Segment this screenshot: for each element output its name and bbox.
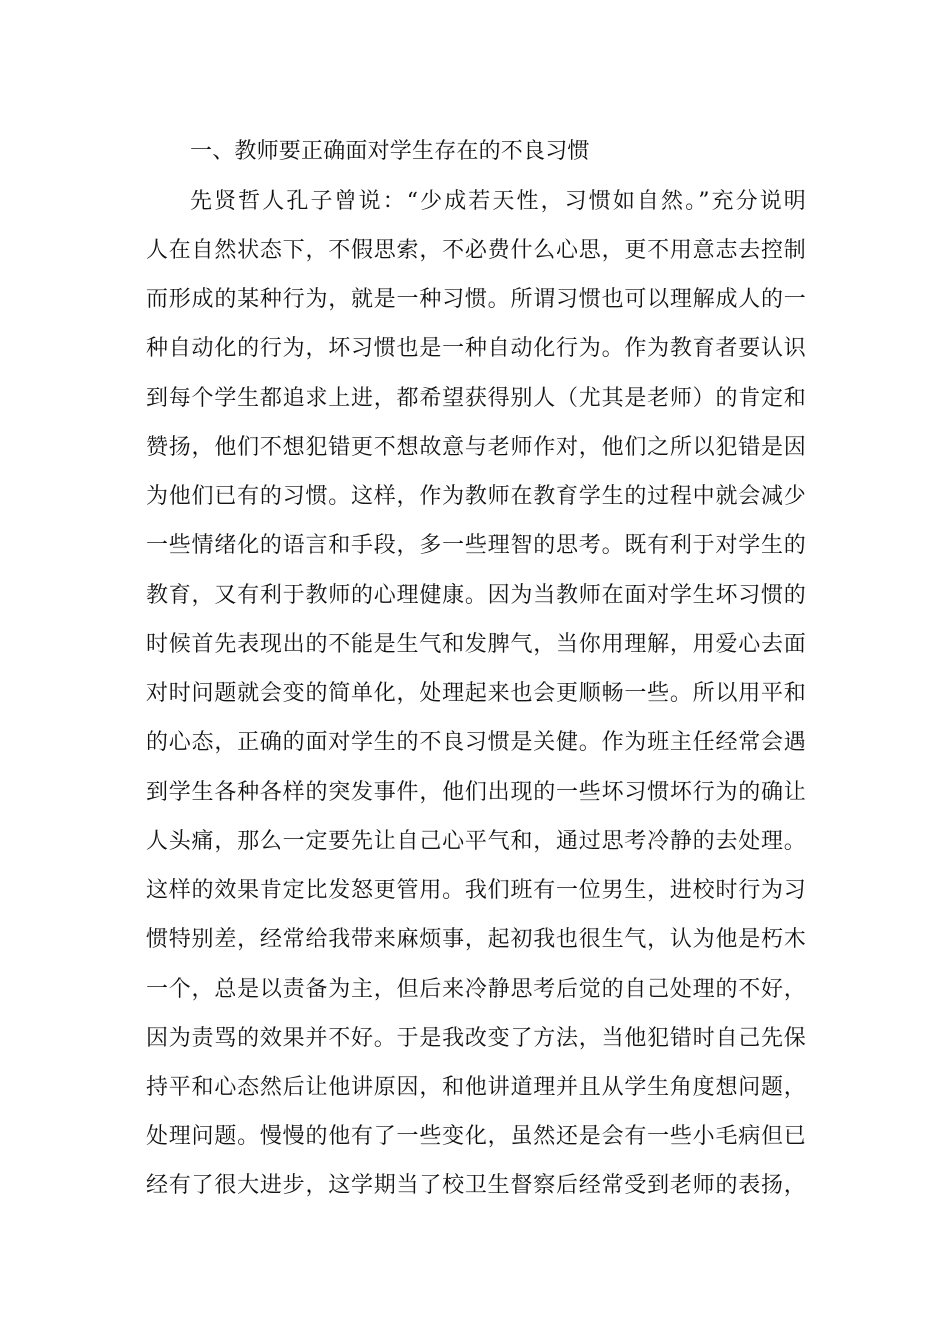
paragraph-line: 因为责骂的效果并不好。于是我改变了方法，当他犯错时自己先保	[146, 1026, 806, 1051]
paragraph-line: 一个，总是以责备为主，但后来冷静思考后觉的自己处理的不好，	[146, 977, 806, 1002]
paragraph-line: 惯特别差，经常给我带来麻烦事，起初我也很生气，认为他是朽木	[146, 927, 806, 952]
paragraph-line: 持平和心态然后让他讲原因，和他讲道理并且从学生角度想问题，	[146, 1075, 806, 1100]
section-heading: 一、教师要正确面对学生存在的不良习惯	[190, 139, 590, 164]
paragraph-line: 的心态，正确的面对学生的不良习惯是关健。作为班主任经常会遇	[146, 730, 806, 755]
paragraph-line: 时候首先表现出的不能是生气和发脾气，当你用理解，用爱心去面	[146, 632, 806, 657]
paragraph-line: 经有了很大进步，这学期当了校卫生督察后经常受到老师的表扬，	[146, 1173, 806, 1198]
paragraph-line: 先贤哲人孔子曾说：“少成若天性，习惯如自然。”充分说明	[190, 189, 806, 214]
paragraph-line: 人头痛，那么一定要先让自己心平气和，通过思考冷静的去处理。	[146, 829, 806, 854]
paragraph-line: 对时问题就会变的简单化，处理起来也会更顺畅一些。所以用平和	[146, 681, 806, 706]
paragraph-line: 一些情绪化的语言和手段，多一些理智的思考。既有利于对学生的	[146, 533, 806, 558]
paragraph-line: 种自动化的行为，坏习惯也是一种自动化行为。作为教育者要认识	[146, 336, 806, 361]
paragraph-line: 这样的效果肯定比发怒更管用。我们班有一位男生，进校时行为习	[146, 878, 806, 903]
paragraph-line: 而形成的某种行为，就是一种习惯。所谓习惯也可以理解成人的一	[146, 287, 806, 312]
paragraph-line: 人在自然状态下，不假思索，不必费什么心思，更不用意志去控制	[146, 238, 806, 263]
paragraph-line: 到学生各种各样的突发事件，他们出现的一些坏习惯坏行为的确让	[146, 780, 806, 805]
paragraph-line: 教育，又有利于教师的心理健康。因为当教师在面对学生坏习惯的	[146, 583, 806, 608]
paragraph-line: 为他们已有的习惯。这样，作为教师在教育学生的过程中就会减少	[146, 484, 806, 509]
paragraph-line: 赞扬，他们不想犯错更不想故意与老师作对，他们之所以犯错是因	[146, 435, 806, 460]
paragraph-line: 处理问题。慢慢的他有了一些变化，虽然还是会有一些小毛病但已	[146, 1124, 806, 1149]
paragraph-line: 到每个学生都追求上进，都希望获得别人（尤其是老师）的肯定和	[146, 386, 806, 411]
